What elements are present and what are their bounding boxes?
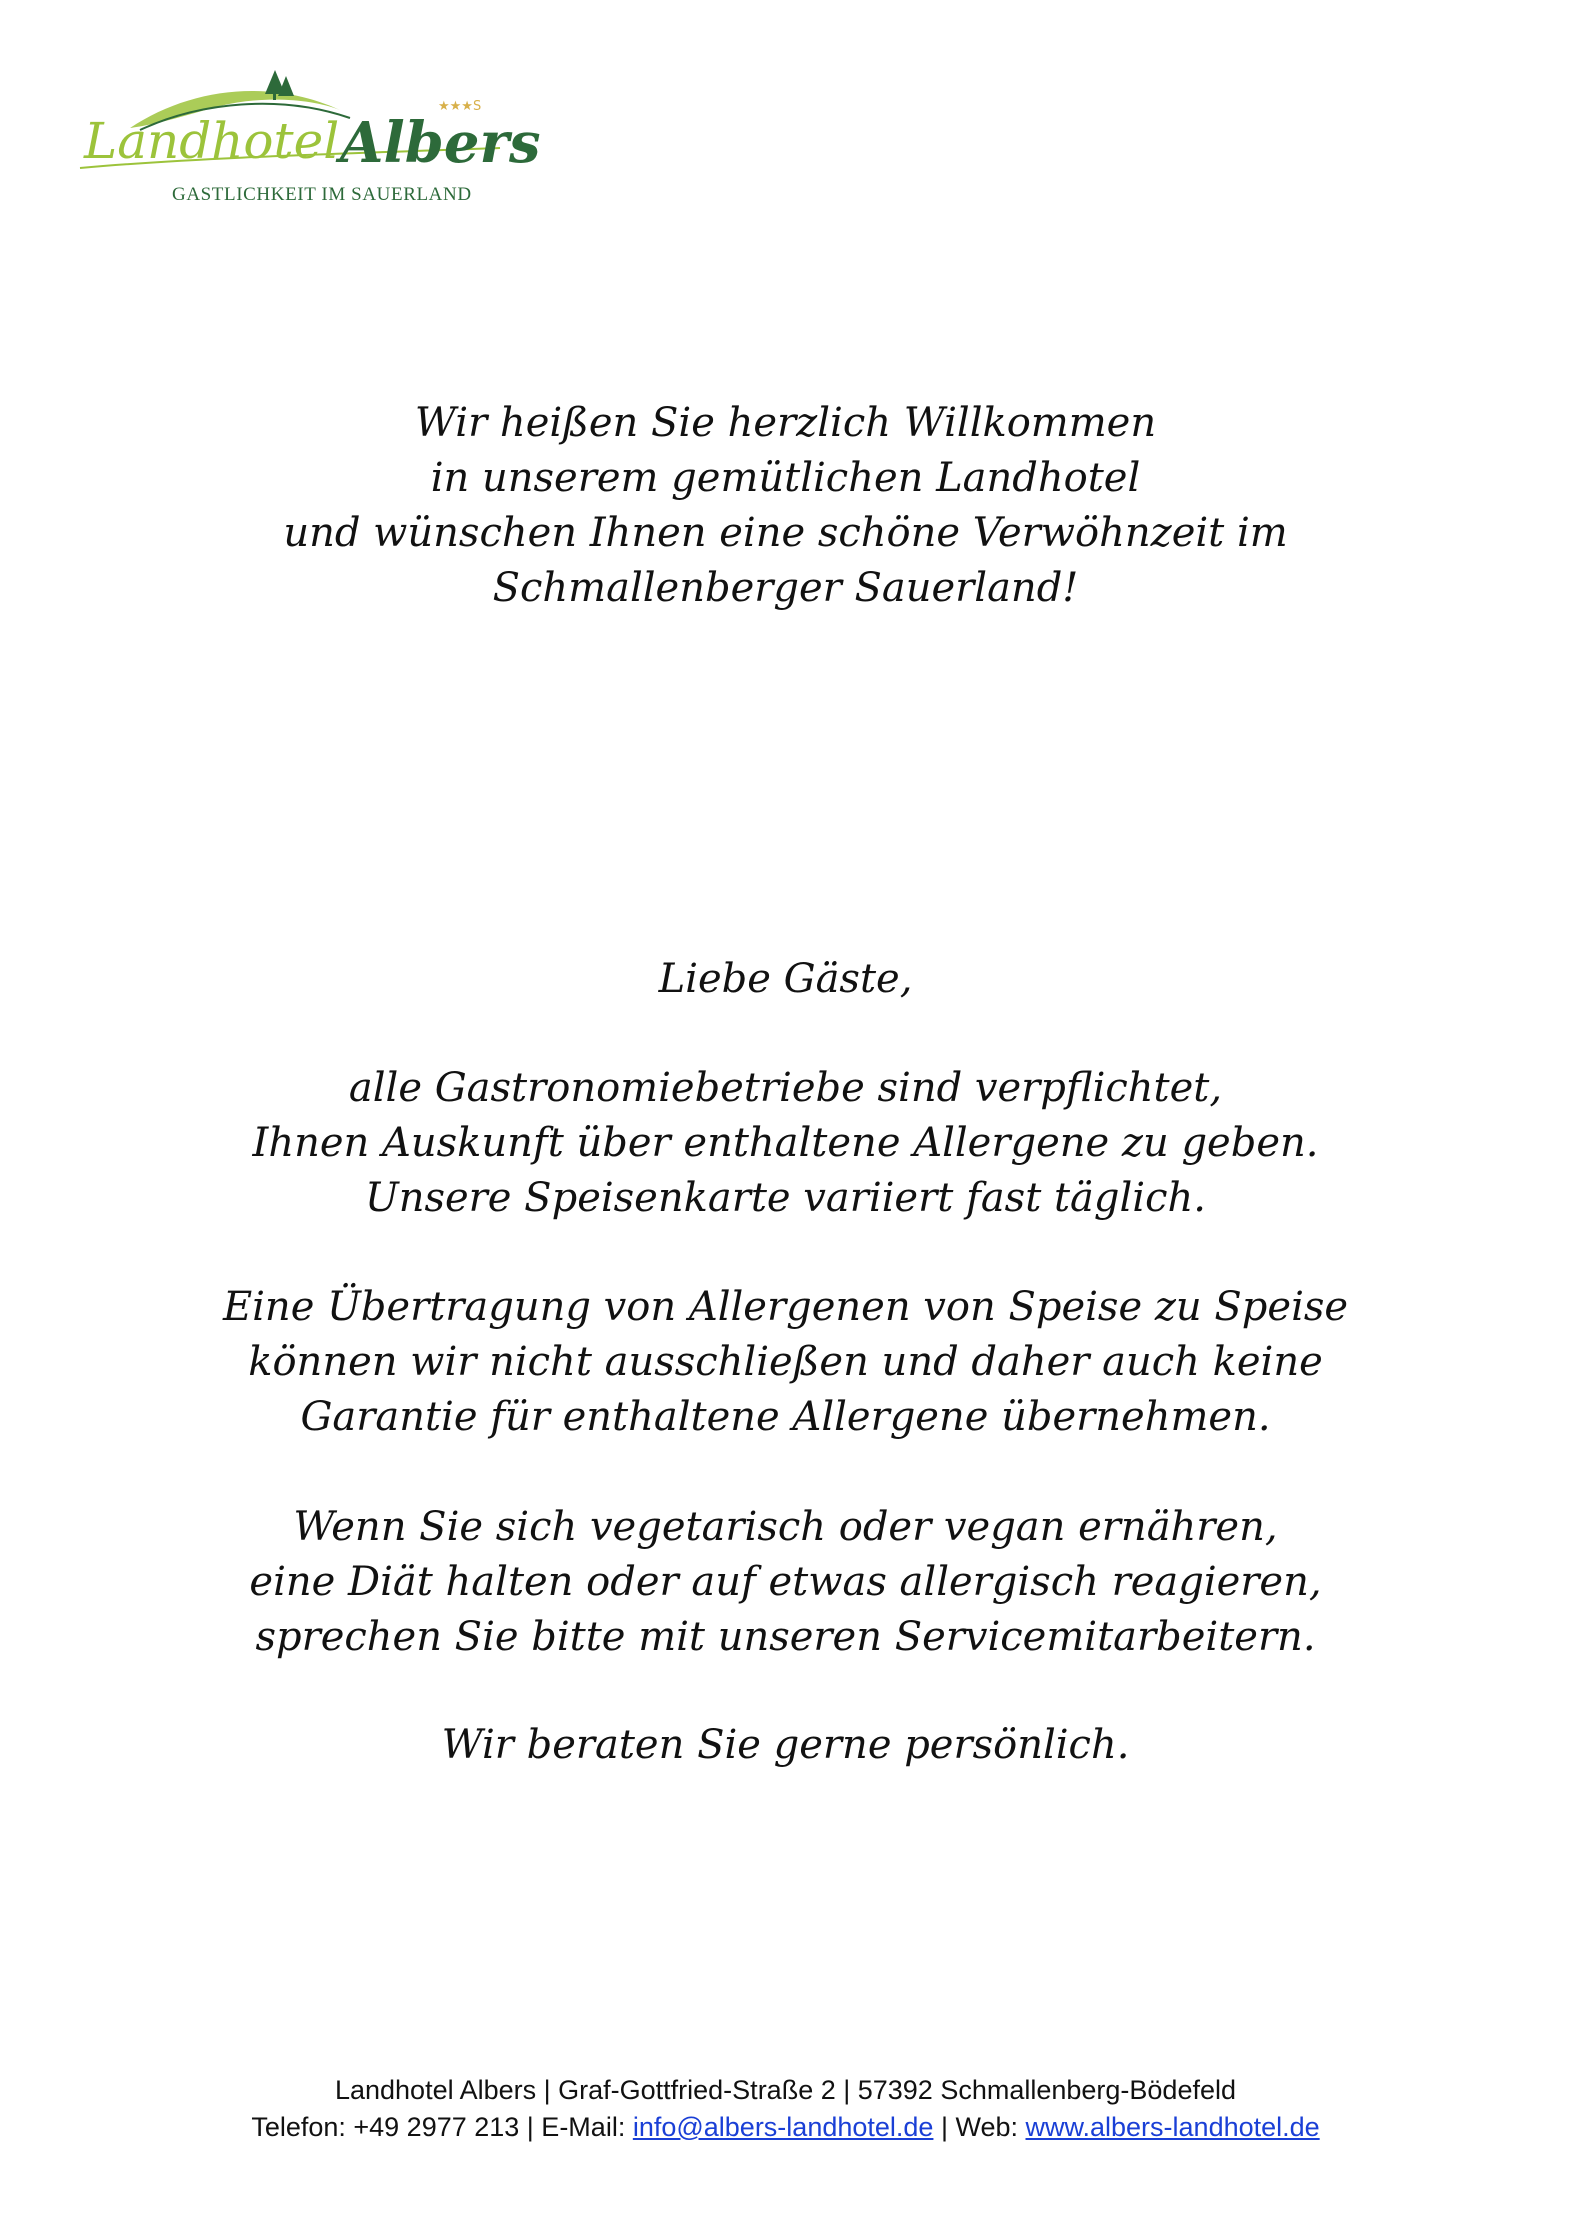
logo-stars: ★★★S	[438, 99, 482, 114]
paragraph-line: Unsere Speisenkarte variiert fast täglich.	[365, 1175, 1206, 1221]
letter-closing	[0, 1718, 1571, 1773]
paragraph-line: können wir nicht ausschließen und daher auch keine	[248, 1339, 1323, 1385]
paragraph-line: Garantie für enthaltene Allergene übernehmen.	[300, 1394, 1271, 1440]
allergen-paragraph-2	[0, 1280, 1571, 1445]
footer-web-label: | Web:	[933, 2112, 1026, 2142]
letter-greeting	[0, 952, 1571, 1007]
hotel-logo	[70, 58, 541, 218]
greeting-text: Liebe Gäste,	[658, 956, 913, 1002]
email-link[interactable]: info@albers-landhotel.de	[632, 2112, 934, 2142]
welcome-message	[0, 396, 1571, 616]
footer-phone: Telefon: +49 2977 213 | E-Mail:	[251, 2112, 633, 2142]
logo-wordmark-right: Albers	[340, 110, 541, 176]
welcome-line: und wünschen Ihnen eine schöne Verwöhnzeit im	[283, 510, 1288, 556]
welcome-line: Schmallenberger Sauerland!	[492, 565, 1079, 611]
paragraph-line: Eine Übertragung von Allergenen von Speise zu Speise	[222, 1284, 1349, 1330]
footer-contact-line	[0, 2109, 1571, 2146]
allergen-paragraph-3	[0, 1500, 1571, 1665]
allergen-paragraph-1	[0, 1061, 1571, 1226]
contact-footer	[0, 2072, 1571, 2146]
closing-text: Wir beraten Sie gerne persönlich.	[441, 1722, 1130, 1768]
footer-address: Landhotel Albers | Graf-Gottfried-Straße 2 | 57392 Schmallenberg-Bödefeld	[334, 2075, 1237, 2105]
paragraph-line: eine Diät halten oder auf etwas allergisch reagieren,	[249, 1559, 1322, 1605]
logo-tagline: GASTLICHKEIT IM SAUERLAND	[172, 184, 472, 205]
website-link[interactable]: www.albers-landhotel.de	[1025, 2112, 1320, 2142]
paragraph-line: Ihnen Auskunft über enthaltene Allergene zu geben.	[252, 1120, 1319, 1166]
welcome-line: Wir heißen Sie herzlich Willkommen	[414, 400, 1157, 446]
paragraph-line: sprechen Sie bitte mit unseren Servicemitarbeitern.	[255, 1614, 1316, 1660]
paragraph-line: alle Gastronomiebetriebe sind verpflichtet,	[348, 1065, 1223, 1111]
paragraph-line: Wenn Sie sich vegetarisch oder vegan ernähren,	[293, 1504, 1278, 1550]
welcome-line: in unserem gemütlichen Landhotel	[430, 455, 1141, 501]
logo-wordmark-left: Landhotel	[84, 112, 340, 170]
